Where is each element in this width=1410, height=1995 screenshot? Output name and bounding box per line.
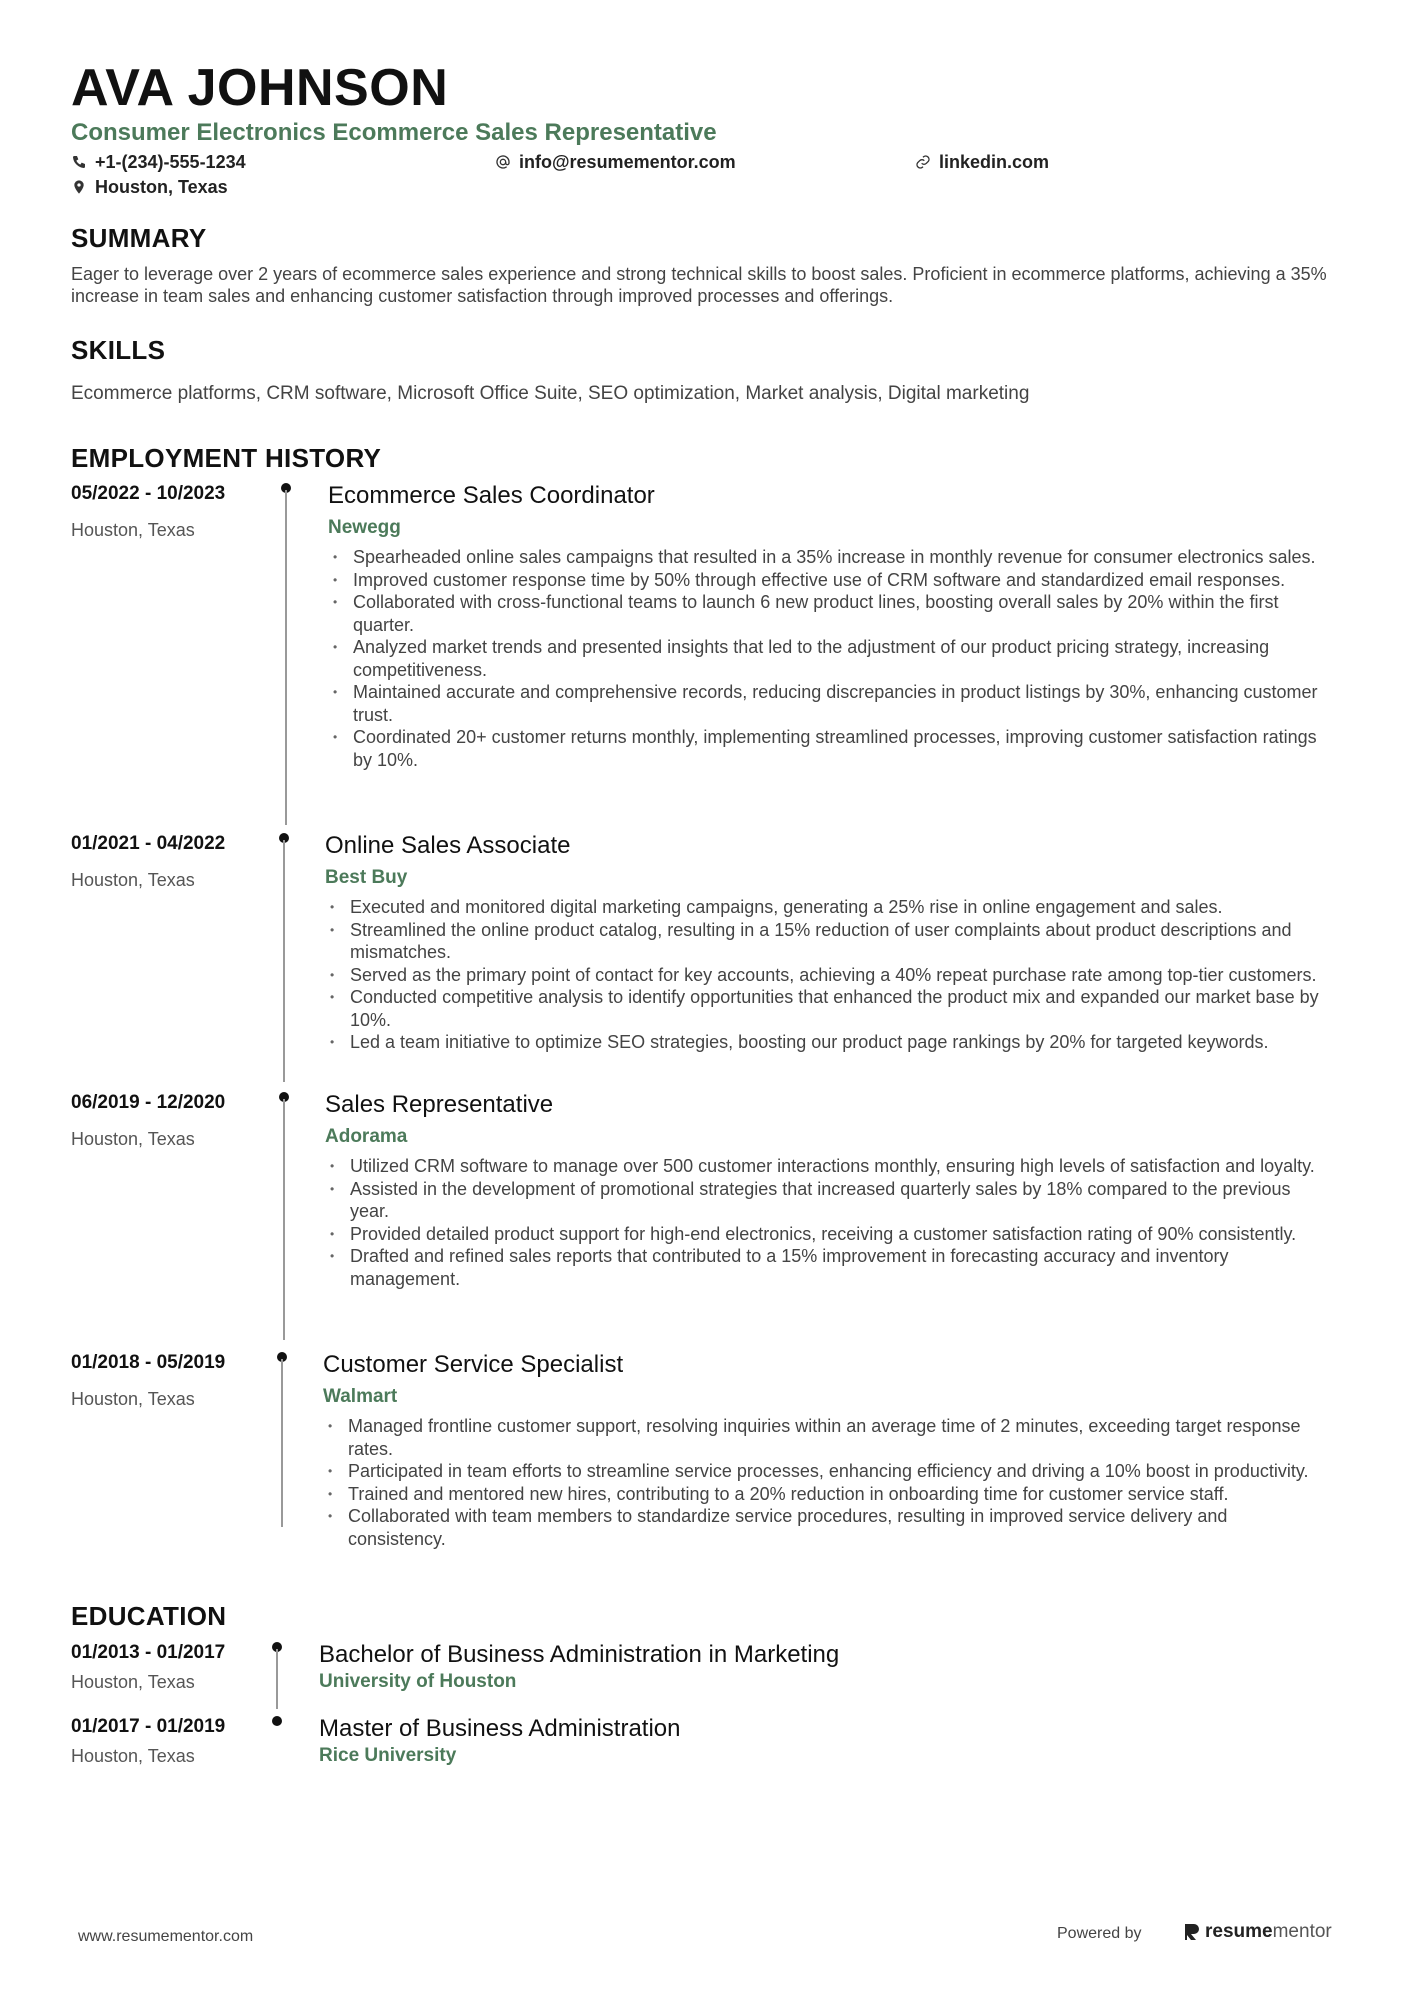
candidate-name: AVA JOHNSON (71, 59, 449, 117)
job-bullets (326, 896, 1346, 1054)
summary-text: Eager to leverage over 2 years of ecommerce sales experience and strong technical skills to boost sales. Proficient in ecommerce platforms, achieving a 35% increase in team sales and enhancing customer satisfaction through improved processes and offerings. (71, 264, 1327, 306)
list-item: • Drafted and refined sales reports that contributed to a 15% improvement in forecasting accuracy and inventory management. (326, 1245, 1326, 1290)
job-location: Houston, Texas (71, 1129, 195, 1149)
education-location: Houston, Texas (71, 1672, 195, 1692)
summary-heading: SUMMARY (71, 223, 207, 253)
contact-phone[interactable] (71, 150, 246, 174)
job-role: Sales Representative (325, 1091, 554, 1118)
job-bullets (329, 546, 1329, 771)
list-item: • Trained and mentored new hires, contributing to a 20% reduction in onboarding time for customer service staff. (324, 1483, 1324, 1506)
link-icon (915, 154, 931, 170)
phone-text: +1-(234)-555-1234 (95, 152, 246, 172)
education-heading: EDUCATION (71, 1601, 227, 1631)
list-item: • Participated in team efforts to streamline service processes, enhancing efficiency and driving a 10% boost in productivity. (324, 1460, 1324, 1483)
location-pin-icon (71, 179, 87, 195)
job-role: Online Sales Associate (325, 832, 571, 859)
list-item: • Spearheaded online sales campaigns that resulted in a 35% increase in monthly revenue for consumer electronics sales. (329, 546, 1329, 569)
education-degree: Bachelor of Business Administration in Marketing (319, 1641, 840, 1668)
list-item: • Assisted in the development of promotional strategies that increased quarterly sales by 18% compared to the previous year. (326, 1178, 1326, 1223)
job-dates: 05/2022 - 10/2023 (71, 483, 226, 504)
candidate-title: Consumer Electronics Ecommerce Sales Representative (71, 119, 717, 146)
job-dates: 01/2018 - 05/2019 (71, 1352, 226, 1373)
skills-heading: SKILLS (71, 335, 166, 365)
linkedin-text: linkedin.com (939, 152, 1050, 172)
list-item: • Coordinated 20+ customer returns monthly, implementing streamlined processes, improving customer satisfaction ratings by 10%. (329, 726, 1329, 771)
footer-brand-logo[interactable] (1183, 1921, 1332, 1943)
job-dates: 06/2019 - 12/2020 (71, 1092, 226, 1113)
contact-linkedin[interactable] (915, 150, 1049, 174)
education-school: University of Houston (319, 1671, 517, 1692)
list-item: • Conducted competitive analysis to identify opportunities that enhanced the product mix and expanded our market base by 10%. (326, 986, 1346, 1031)
job-bullets (326, 1155, 1326, 1290)
timeline-line (283, 1099, 285, 1340)
list-item: • Served as the primary point of contact for key accounts, achieving a 40% repeat purchase rate among top-tier customers. (326, 964, 1346, 987)
at-icon (495, 154, 511, 170)
job-bullets (324, 1415, 1324, 1550)
education-school: Rice University (319, 1745, 457, 1766)
list-item: • Streamlined the online product catalog, resulting in a 15% reduction of user complaints about product descriptions and mismatches. (326, 919, 1346, 964)
job-role: Ecommerce Sales Coordinator (328, 482, 655, 509)
timeline-line (285, 490, 287, 825)
timeline-line (281, 1359, 283, 1527)
brand-name-bold: resume (1205, 1921, 1273, 1942)
list-item: • Managed frontline customer support, resolving inquiries within an average time of 2 minutes, exceeding target response rates. (324, 1415, 1324, 1460)
phone-icon (71, 154, 87, 170)
location-text: Houston, Texas (95, 177, 228, 197)
education-degree: Master of Business Administration (319, 1715, 681, 1742)
education-dates: 01/2017 - 01/2019 (71, 1716, 226, 1737)
resumementor-logo-icon (1183, 1922, 1201, 1942)
education-dates: 01/2013 - 01/2017 (71, 1642, 226, 1663)
list-item: • Led a team initiative to optimize SEO strategies, boosting our product page rankings by 20% for targeted keywords. (326, 1031, 1346, 1054)
job-company: Newegg (328, 517, 401, 538)
job-location: Houston, Texas (71, 1389, 195, 1409)
job-location: Houston, Texas (71, 870, 195, 890)
list-item: • Provided detailed product support for high-end electronics, receiving a customer satisfaction rating of 90% consistently. (326, 1223, 1326, 1246)
employment-heading: EMPLOYMENT HISTORY (71, 443, 382, 473)
timeline-dot (272, 1716, 282, 1726)
timeline-line (283, 840, 285, 1082)
list-item: • Collaborated with team members to standardize service procedures, resulting in improved service delivery and consistency. (324, 1505, 1324, 1550)
education-location: Houston, Texas (71, 1746, 195, 1766)
job-dates: 01/2021 - 04/2022 (71, 833, 226, 854)
list-item: • Executed and monitored digital marketing campaigns, generating a 25% rise in online engagement and sales. (326, 896, 1346, 919)
job-company: Walmart (323, 1386, 398, 1407)
timeline-line (276, 1649, 278, 1709)
skills-text: Ecommerce platforms, CRM software, Microsoft Office Suite, SEO optimization, Market analysis, Digital marketing (71, 383, 1030, 404)
list-item: • Improved customer response time by 50% through effective use of CRM software and standardized email responses. (329, 569, 1329, 592)
list-item: • Collaborated with cross-functional teams to launch 6 new product lines, boosting overall sales by 20% within the first quarter. (329, 591, 1329, 636)
job-location: Houston, Texas (71, 520, 195, 540)
brand-name-light: mentor (1272, 1921, 1332, 1942)
list-item: • Maintained accurate and comprehensive records, reducing discrepancies in product listings by 30%, enhancing customer trust. (329, 681, 1329, 726)
job-company: Best Buy (325, 867, 408, 888)
list-item: • Analyzed market trends and presented insights that led to the adjustment of our product pricing strategy, increasing competitiveness. (329, 636, 1329, 681)
job-company: Adorama (325, 1126, 408, 1147)
contact-email[interactable] (495, 150, 736, 174)
email-text: info@resumementor.com (519, 152, 736, 172)
contact-location (71, 175, 228, 199)
list-item: • Utilized CRM software to manage over 500 customer interactions monthly, ensuring high levels of satisfaction and loyalty. (326, 1155, 1326, 1178)
footer-website-link[interactable]: www.resumementor.com (78, 1928, 254, 1945)
job-role: Customer Service Specialist (323, 1351, 624, 1378)
footer-powered-by: Powered by (1057, 1925, 1142, 1942)
